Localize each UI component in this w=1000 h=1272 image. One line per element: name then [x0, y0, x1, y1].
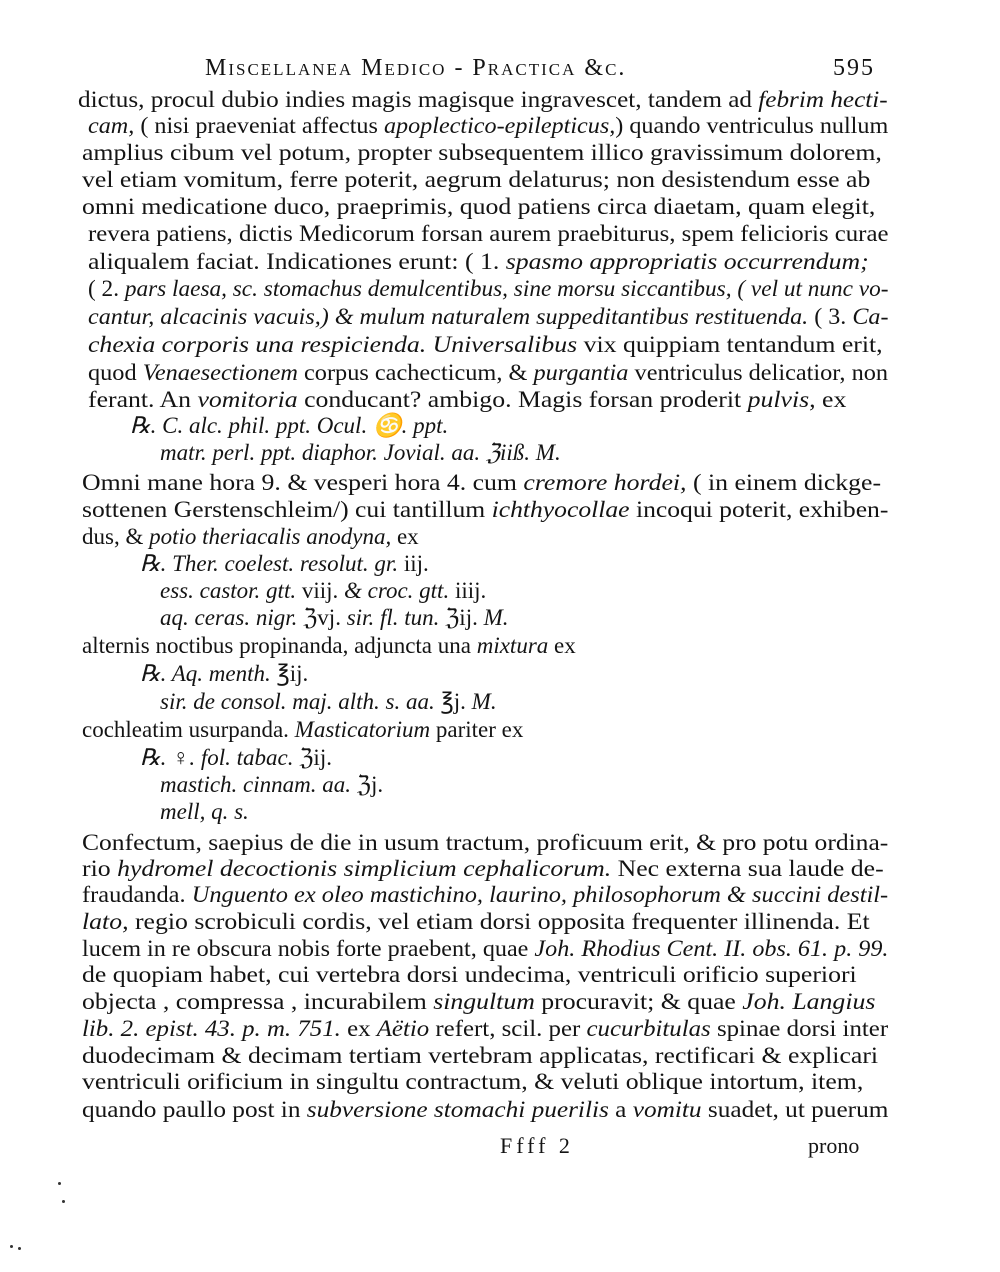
text-line	[82, 855, 884, 883]
text-run: mastich. cinnam. aa.	[160, 772, 352, 797]
text-run: ℨij.	[439, 605, 484, 630]
text-line	[78, 86, 888, 114]
text-line	[160, 688, 497, 716]
text-run: purgantia	[533, 360, 629, 385]
speck	[10, 1245, 13, 1248]
text-run: sir. de consol. maj. alth. s. aa.	[160, 689, 435, 714]
text-run: ℥ij.	[270, 661, 309, 686]
text-run: cantur, alcacinis vacuis,) & mulum naturalem suppeditantibus restituenda.	[88, 304, 809, 329]
text-run: Masticatorium	[294, 717, 431, 742]
text-run: procuravit; & quae	[534, 989, 743, 1014]
text-run: lib. 2. epist. 43. p. m. 751.	[82, 1016, 341, 1041]
signature-mark: Ffff 2	[500, 1133, 574, 1158]
text-run: corpus cachecticum, &	[297, 360, 534, 385]
text-line	[82, 829, 888, 857]
text-run: Joh. Langius	[742, 989, 876, 1014]
text-run: pars laesa, sc. stomachus demulcentibus, sine morsu siccantibus, ( vel ut nunc vo-	[124, 276, 889, 301]
text-line	[140, 744, 332, 772]
text-run: aliqualem faciat. Indicationes erunt: ( 1.	[88, 249, 506, 274]
text-run: de quopiam habet, cui vertebra dorsi undecima, ventriculi orificio superiori	[82, 962, 857, 987]
text-line	[82, 935, 888, 963]
text-run: mell, q. s.	[160, 799, 249, 824]
text-run: ℥j.	[434, 689, 472, 714]
text-run: Universalibus	[432, 332, 578, 357]
text-run: conducant? ambigo. Magis forsan proderit	[297, 387, 748, 412]
text-line	[88, 386, 846, 414]
text-run: apoplectico-epilepticus,	[383, 113, 616, 138]
text-run: potio theriacalis anodyna,	[149, 524, 392, 549]
text-run: dus, &	[82, 524, 150, 549]
text-run: Nec externa sua laude de-	[611, 856, 884, 881]
text-run: ( nisi praeveniat affectus	[134, 113, 384, 138]
text-line	[160, 798, 249, 826]
running-title: Miscellanea Medico - Practica &c.	[205, 55, 627, 81]
text-run: Ca-	[852, 304, 889, 329]
text-line	[160, 771, 383, 799]
text-run: Aëtio	[376, 1016, 430, 1041]
text-run: iij.	[398, 551, 429, 576]
text-line	[88, 220, 889, 248]
text-run: ferant. An	[88, 387, 198, 412]
text-run: ℨij.	[293, 745, 332, 770]
text-line	[82, 1042, 878, 1070]
text-run: aq. ceras. nigr.	[160, 605, 298, 630]
text-line	[82, 1015, 888, 1043]
text-line	[88, 248, 869, 276]
text-line	[88, 303, 888, 331]
text-run: ( in einem dickge-	[686, 470, 882, 495]
text-run: vomitu	[632, 1097, 702, 1122]
text-line	[160, 577, 486, 605]
text-run: fraudanda.	[82, 882, 192, 907]
text-run: cam,	[88, 113, 135, 138]
text-run: & croc. gtt.	[344, 578, 450, 603]
text-run: refert, scil. per	[429, 1016, 587, 1041]
text-run: cremore hordei,	[523, 470, 687, 495]
text-line	[130, 412, 448, 440]
text-run: singultum	[433, 989, 535, 1014]
text-run: spasmo appropriatis occurrendum;	[505, 249, 869, 274]
running-header	[205, 55, 875, 85]
text-run: regio scrobiculi cordis, vel etiam dorsi opposita frequenter illinenda. Et	[128, 909, 870, 934]
text-run: spinae dorsi inter	[710, 1016, 889, 1041]
text-run: ℞. Ther. coelest. resolut. gr.	[140, 551, 399, 576]
text-line	[88, 331, 883, 359]
text-line	[88, 359, 888, 387]
text-run: viij.	[296, 578, 345, 603]
text-run: febrim hecti-	[758, 87, 888, 112]
text-line	[82, 988, 875, 1016]
text-run: ) quando ventriculus nullum	[615, 113, 889, 138]
text-run: a	[608, 1097, 633, 1122]
text-line	[140, 550, 429, 578]
text-run: ventriculus delicatior, non	[628, 360, 889, 385]
text-run: quando paullo post in	[82, 1097, 307, 1122]
text-run: objecta , compressa , incurabilem	[82, 989, 434, 1014]
text-line	[82, 496, 888, 524]
text-line	[82, 1096, 888, 1124]
text-run: alternis noctibus propinanda, adjuncta una	[82, 633, 477, 658]
text-run: chexia corporis una respicienda.	[88, 332, 427, 357]
text-line	[82, 1068, 863, 1096]
text-run: ventriculi orificium in singultu contractum, & veluti oblique intortum, item,	[82, 1069, 864, 1094]
text-run: ( 3.	[808, 304, 853, 329]
text-run: ℨj.	[351, 772, 384, 797]
text-run: Unguento ex oleo mastichino, laurino, philosophorum & succini destil-	[191, 882, 889, 907]
text-run: ℞. Aq. menth.	[140, 661, 271, 686]
text-run: cochleatim usurpanda.	[82, 717, 295, 742]
text-run: ℞. C. alc. phil. ppt. Ocul. ♋. ppt.	[130, 413, 449, 438]
text-run: hydromel decoctionis simplicium cephalicorum.	[117, 856, 612, 881]
text-run: suadet, ut puerum	[701, 1097, 889, 1122]
text-line	[82, 193, 875, 221]
speck	[18, 1247, 21, 1250]
text-run: dictus, procul dubio indies magis magisque ingravescet, tandem ad	[78, 87, 759, 112]
text-run: ℞. ♀. fol. tabac.	[140, 745, 294, 770]
text-line	[82, 881, 888, 909]
text-line	[140, 660, 308, 688]
text-run: ex	[815, 387, 847, 412]
speck	[62, 1200, 65, 1203]
text-line	[82, 139, 882, 167]
text-run: Venaesectionem	[142, 360, 298, 385]
text-line	[82, 469, 881, 497]
text-run: vomitoria	[197, 387, 298, 412]
text-run: iiij.	[449, 578, 487, 603]
text-run: cucurbitulas	[586, 1016, 711, 1041]
text-run: Confectum, saepius de die in usum tractum, proficuum erit, & pro potu ordina-	[82, 830, 889, 855]
text-run: incoqui poterit, exhiben-	[629, 497, 889, 522]
text-run: subversione stomachi puerilis	[306, 1097, 609, 1122]
text-run: Omni mane hora 9. & vesperi hora 4. cum	[82, 470, 524, 495]
text-run: ess. castor. gtt.	[160, 578, 297, 603]
text-line	[82, 908, 870, 936]
text-run: vix quippiam tentandum erit,	[577, 332, 883, 357]
text-line	[88, 112, 888, 140]
text-line	[82, 632, 576, 660]
text-run: lucem in re obscura nobis forte praebent, quae	[82, 936, 535, 961]
text-run: duodecimam & decimam tertiam vertebram applicatas, rectificari & explicari	[82, 1043, 879, 1068]
text-run: revera patiens, dictis Medicorum forsan aurem praebiturus, spem felicioris curae	[88, 221, 889, 246]
text-line	[160, 439, 561, 467]
text-line	[88, 275, 889, 303]
text-run: amplius cibum vel potum, propter subsequentem illico gravissimum dolorem,	[82, 140, 882, 165]
text-run: sir. fl. tun.	[346, 605, 440, 630]
text-run: Joh. Rhodius Cent. II. obs. 61. p. 99.	[534, 936, 889, 961]
text-run: matr. perl. ppt. diaphor. Jovial. aa. ℨiiß. M.	[160, 440, 561, 465]
text-run: sottenen Gerstenschleim/) cui tantillum	[82, 497, 492, 522]
text-line	[82, 716, 523, 744]
text-run: ex	[340, 1016, 377, 1041]
text-line	[82, 961, 857, 989]
text-line	[82, 166, 870, 194]
page-number: 595	[833, 55, 875, 81]
text-run: rio	[82, 856, 118, 881]
text-run: omni medicatione duco, praeprimis, quod patiens circa diaetam, quam elegit,	[82, 194, 876, 219]
text-line	[82, 523, 419, 551]
text-run: quod	[88, 360, 143, 385]
text-run: M.	[483, 605, 509, 630]
text-run: vel etiam vomitum, ferre poterit, aegrum delaturus; non desistendum esse ab	[82, 167, 871, 192]
text-run: ex	[548, 633, 576, 658]
text-run: ichthyocollae	[491, 497, 630, 522]
catchword: prono	[808, 1133, 860, 1158]
text-line	[160, 604, 509, 632]
speck	[58, 1182, 61, 1185]
text-run: M.	[471, 689, 497, 714]
text-run: pulvis,	[747, 387, 816, 412]
text-run: lato,	[82, 909, 129, 934]
text-run: mixtura	[476, 633, 549, 658]
text-run: pariter ex	[430, 717, 524, 742]
text-run: ex	[391, 524, 419, 549]
text-run: ℨvj.	[297, 605, 347, 630]
text-run: ( 2.	[88, 276, 125, 301]
